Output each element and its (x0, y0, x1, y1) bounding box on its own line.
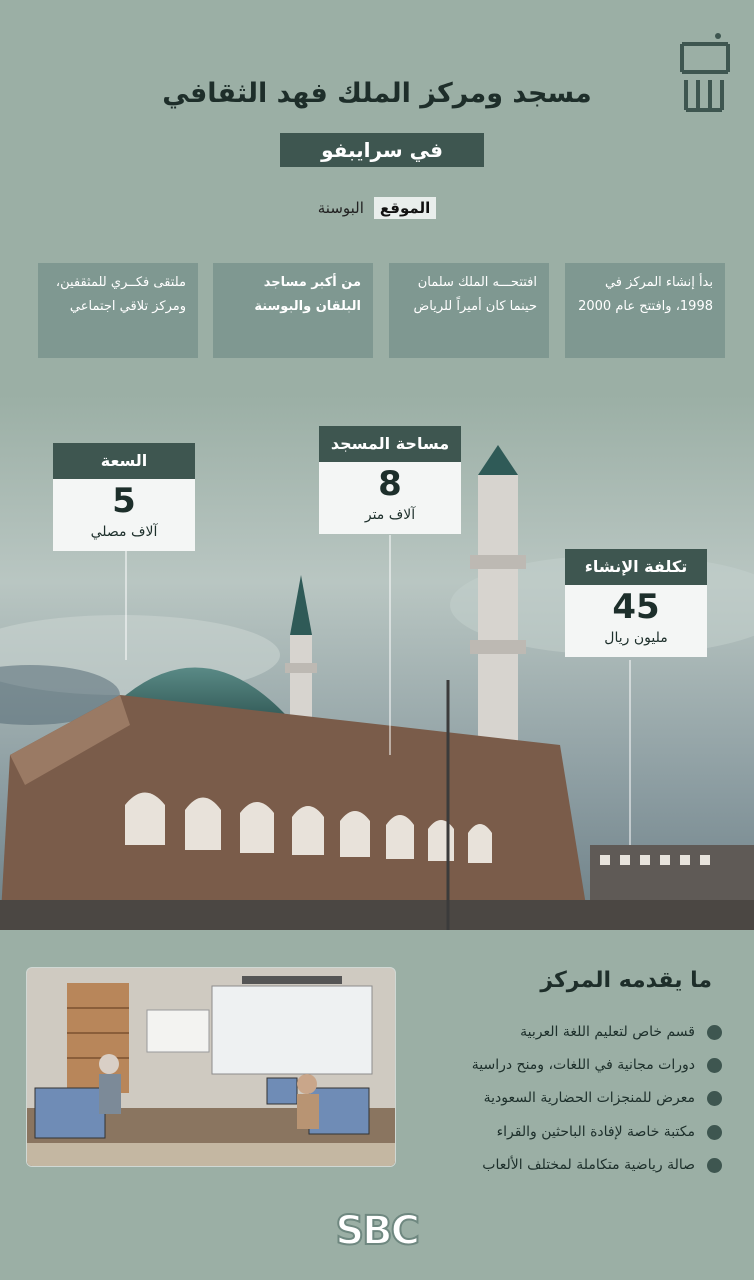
stat-area-unit: آلاف متر (364, 507, 416, 523)
bullet-icon (707, 1158, 722, 1173)
service-item-text: معرض للمنجزات الحضارية السعودية (483, 1090, 695, 1106)
stat-capacity-value: 5 (112, 481, 136, 521)
footer-logo (335, 1198, 418, 1264)
fact-card-4: ملتقى فكــري للمثقفين، ومركز تلاقي اجتماعي (38, 263, 198, 358)
location-value: البوسنة (317, 199, 364, 217)
bullet-icon (707, 1091, 722, 1106)
bullet-icon (707, 1058, 722, 1073)
service-item (484, 1090, 722, 1106)
service-item (482, 1157, 722, 1173)
location-label: الموقع (374, 197, 436, 219)
fact-card-1: بدأ إنشاء المركز في 1998، وافتتح عام 2000 (565, 263, 725, 358)
fact-card-3: من أكبر مساجد البلقان والبوسنة (213, 263, 373, 358)
bullet-icon (707, 1025, 722, 1040)
stat-cost-value: 45 (612, 587, 660, 627)
fact-card-2: افتتحـــه الملك سلمان حينما كان أميراً للرياض (389, 263, 549, 358)
location-row (0, 197, 754, 219)
stat-area-value: 8 (378, 464, 402, 504)
bullet-icon (707, 1125, 722, 1140)
stat-capacity-label: السعة (53, 443, 195, 479)
stat-area-body (319, 462, 461, 534)
stat-cost-body (565, 585, 707, 657)
service-item-text: قسم خاص لتعليم اللغة العربية (520, 1024, 695, 1040)
service-item-text: صالة رياضية متكاملة لمختلف الألعاب (482, 1157, 695, 1173)
stat-cost-unit: مليون ريال (604, 630, 668, 646)
stat-capacity-unit: آلاف مصلي (90, 524, 158, 540)
stat-capacity (53, 443, 195, 551)
stat-area-label: مساحة المسجد (319, 426, 461, 462)
footer-logo-text: SBC (335, 1208, 418, 1254)
page-subtitle: في سرايبفو (280, 133, 484, 167)
service-item-text: دورات مجانية في اللغات، ومنح دراسية (471, 1057, 695, 1073)
classroom-photo (26, 967, 396, 1167)
service-item (520, 1024, 722, 1040)
stat-capacity-body (53, 479, 195, 551)
page-title: مسجد ومركز الملك فهد الثقافي (162, 78, 592, 109)
services-title: ما يقدمه المركز (540, 968, 712, 993)
stat-cost (565, 549, 707, 657)
service-item (497, 1124, 722, 1140)
stat-area (319, 426, 461, 534)
service-item (472, 1057, 722, 1073)
service-item-text: مكتبة خاصة لإفادة الباحثين والقراء (496, 1124, 695, 1140)
stat-cost-label: تكلفة الإنشاء (565, 549, 707, 585)
